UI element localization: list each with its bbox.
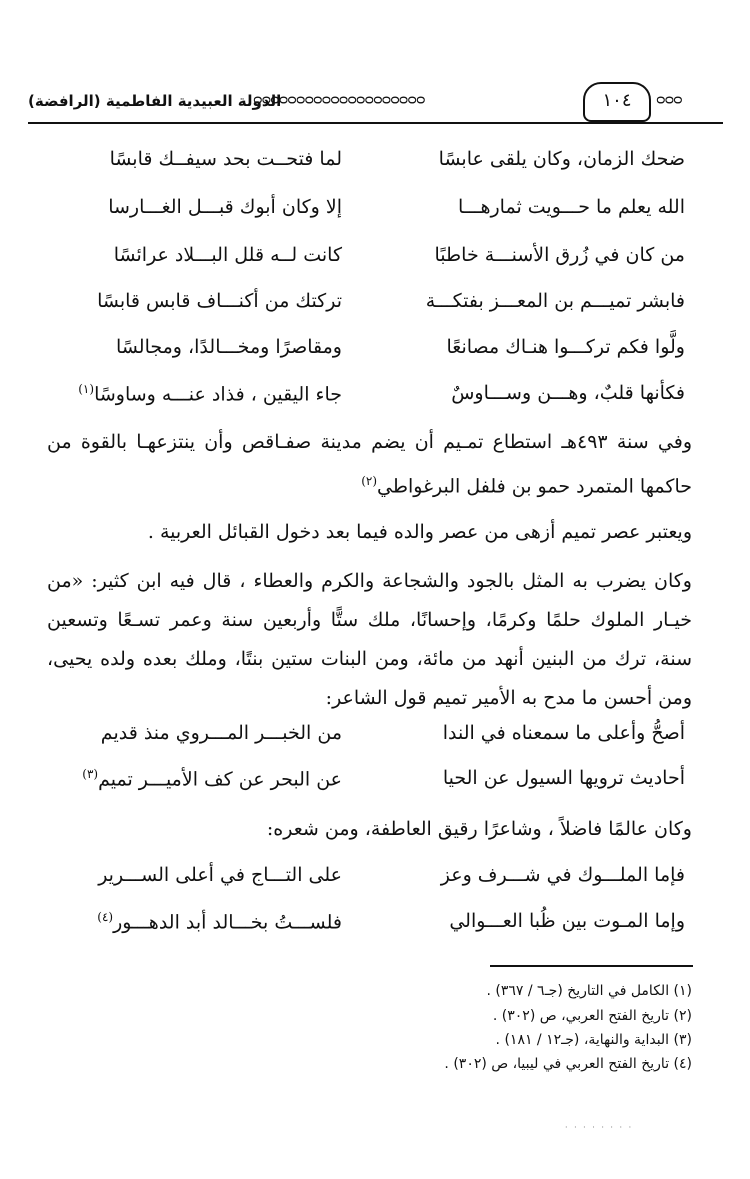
footnote-separator	[490, 965, 693, 967]
footnote-2: (٢) تاريخ الفتح العربي، ص (٣٠٢) .	[492, 1008, 692, 1024]
poem-2-verse-2-first: أحاديث ترويها السيول عن الحيا	[442, 767, 685, 789]
verse-1-second-hemistich: لما فتحــت بحد سيفــك قابسًا	[109, 148, 342, 170]
footnote-ref-1: (١)	[78, 382, 95, 396]
poem-2-verse-2-text: عن البحر عن كف الأميـــر تميم	[98, 768, 342, 791]
poem-2-verse-1-second: من الخبـــر المـــروي منذ قديم	[100, 722, 342, 744]
paragraph-3: وكان يضرب به المثل بالجود والشجاعة والكرم والعطاء ، قال فيه ابن كثير: «من خيـار الملوك حلمًا وكرمًا، وإحسانًا، ملك ستًّا وأربعين سنة وعمر تسـعًا وتسعين سنة، ترك من البنين أنهد من مائة، ومن البنات ستين بنتًا، وملك بعده ولده يحيى، ومن أحسن ما مدح به الأمير تميم قول الشاعر:	[47, 570, 693, 709]
page-number: ١٠٤	[583, 82, 651, 122]
verse-6-first-hemistich: فكأنها قلبٌ، وهـــن وســـاوسٌ	[451, 382, 685, 404]
footnote-ref-2: (٢)	[361, 474, 378, 488]
verse-1-first-hemistich: ضحك الزمان، وكان يلقى عابسًا	[438, 148, 685, 170]
verse-2-first-hemistich: الله يعلم ما حـــويت ثمارهـــا	[457, 196, 685, 218]
poem-2-verse-1-first: أصحُّ وأعلى ما سمعناه في الندا	[442, 722, 685, 744]
verse-6-second-hemistich	[78, 382, 342, 405]
footnote-ref-4: (٤)	[97, 910, 114, 924]
paragraph-2: ويعتبر عصر تميم أزهى من عصر والده فيما بعد دخول القبائل العربية .	[147, 521, 692, 543]
poem-3-verse-2-first: وإما المـوت بين ظُبا العـــوالي	[449, 910, 685, 932]
footnote-3: (٣) البداية والنهاية، (جـ١٢ / ١٨١) .	[495, 1032, 692, 1048]
footnote-ref-3: (٣)	[82, 767, 99, 781]
verse-3-first-hemistich: من كان في زُرق الأسنـــة خاطبًا	[434, 244, 685, 266]
footnote-1: (١) الكامل في التاريخ (جـ٦ / ٣٦٧) .	[486, 983, 692, 999]
verse-5-second-hemistich: ومقاصرًا ومخـــالدًا، ومجالسًا	[116, 336, 342, 358]
verse-4-second-hemistich: تركتك من أكنـــاف قابس قابسًا	[97, 290, 342, 312]
header-rule	[28, 122, 723, 124]
verse-4-first-hemistich: فابشر تميـــم بن المعـــز بفتكـــة	[425, 290, 685, 312]
poem-3-verse-2-text: فلســـتُ بخـــالد أبد الدهـــور	[113, 911, 342, 934]
page-header	[28, 82, 723, 126]
verse-3-second-hemistich: كانت لــه قلل البـــلاد عرائسًا	[113, 244, 342, 266]
paragraph-4: وكان عالمًا فاضلاً ، وشاعرًا رقيق العاطفة، ومن شعره:	[266, 818, 692, 840]
poem-3-verse-1-first: فإما الملـــوك في شـــرف وعز	[440, 864, 685, 886]
header-ornament-right: ᴑᴑᴑ	[656, 92, 682, 108]
bottom-dots: · · · · · · · ·	[565, 1123, 634, 1132]
paragraph-1	[47, 423, 692, 506]
poem-2-verse-2-second	[82, 767, 342, 790]
footnote-4: (٤) تاريخ الفتح العربي في ليبيا، ص (٣٠٢) .	[444, 1056, 692, 1072]
verse-6-text: جاء اليقين ، فذاد عنـــه وساوسًا	[94, 383, 342, 406]
poem-3-verse-2-second	[97, 910, 342, 933]
verse-2-second-hemistich: إلا وكان أبوك قبـــل الغـــارسا	[108, 196, 342, 218]
verse-5-first-hemistich: ولَّوا فكم تركـــوا هنـاك مصانعًا	[446, 336, 685, 358]
running-title: الدولة العبيدية الفاطمية (الرافضة)	[28, 92, 282, 110]
header-ornament: ᴑᴑᴑᴑᴑᴑᴑᴑᴑᴑᴑᴑᴑᴑᴑᴑᴑᴑᴑᴑ	[253, 92, 425, 108]
paragraph-1-text: وفي سنة ٤٩٣هـ استطاع تمـيم أن يضم مدينة صفـاقص وأن ينتزعهـا بالقوة من حاكمها المتمرد حمو بن فلفل البرغواطي	[47, 431, 692, 498]
poem-3-verse-1-second: على التـــاج في أعلى الســـرير	[98, 864, 342, 886]
